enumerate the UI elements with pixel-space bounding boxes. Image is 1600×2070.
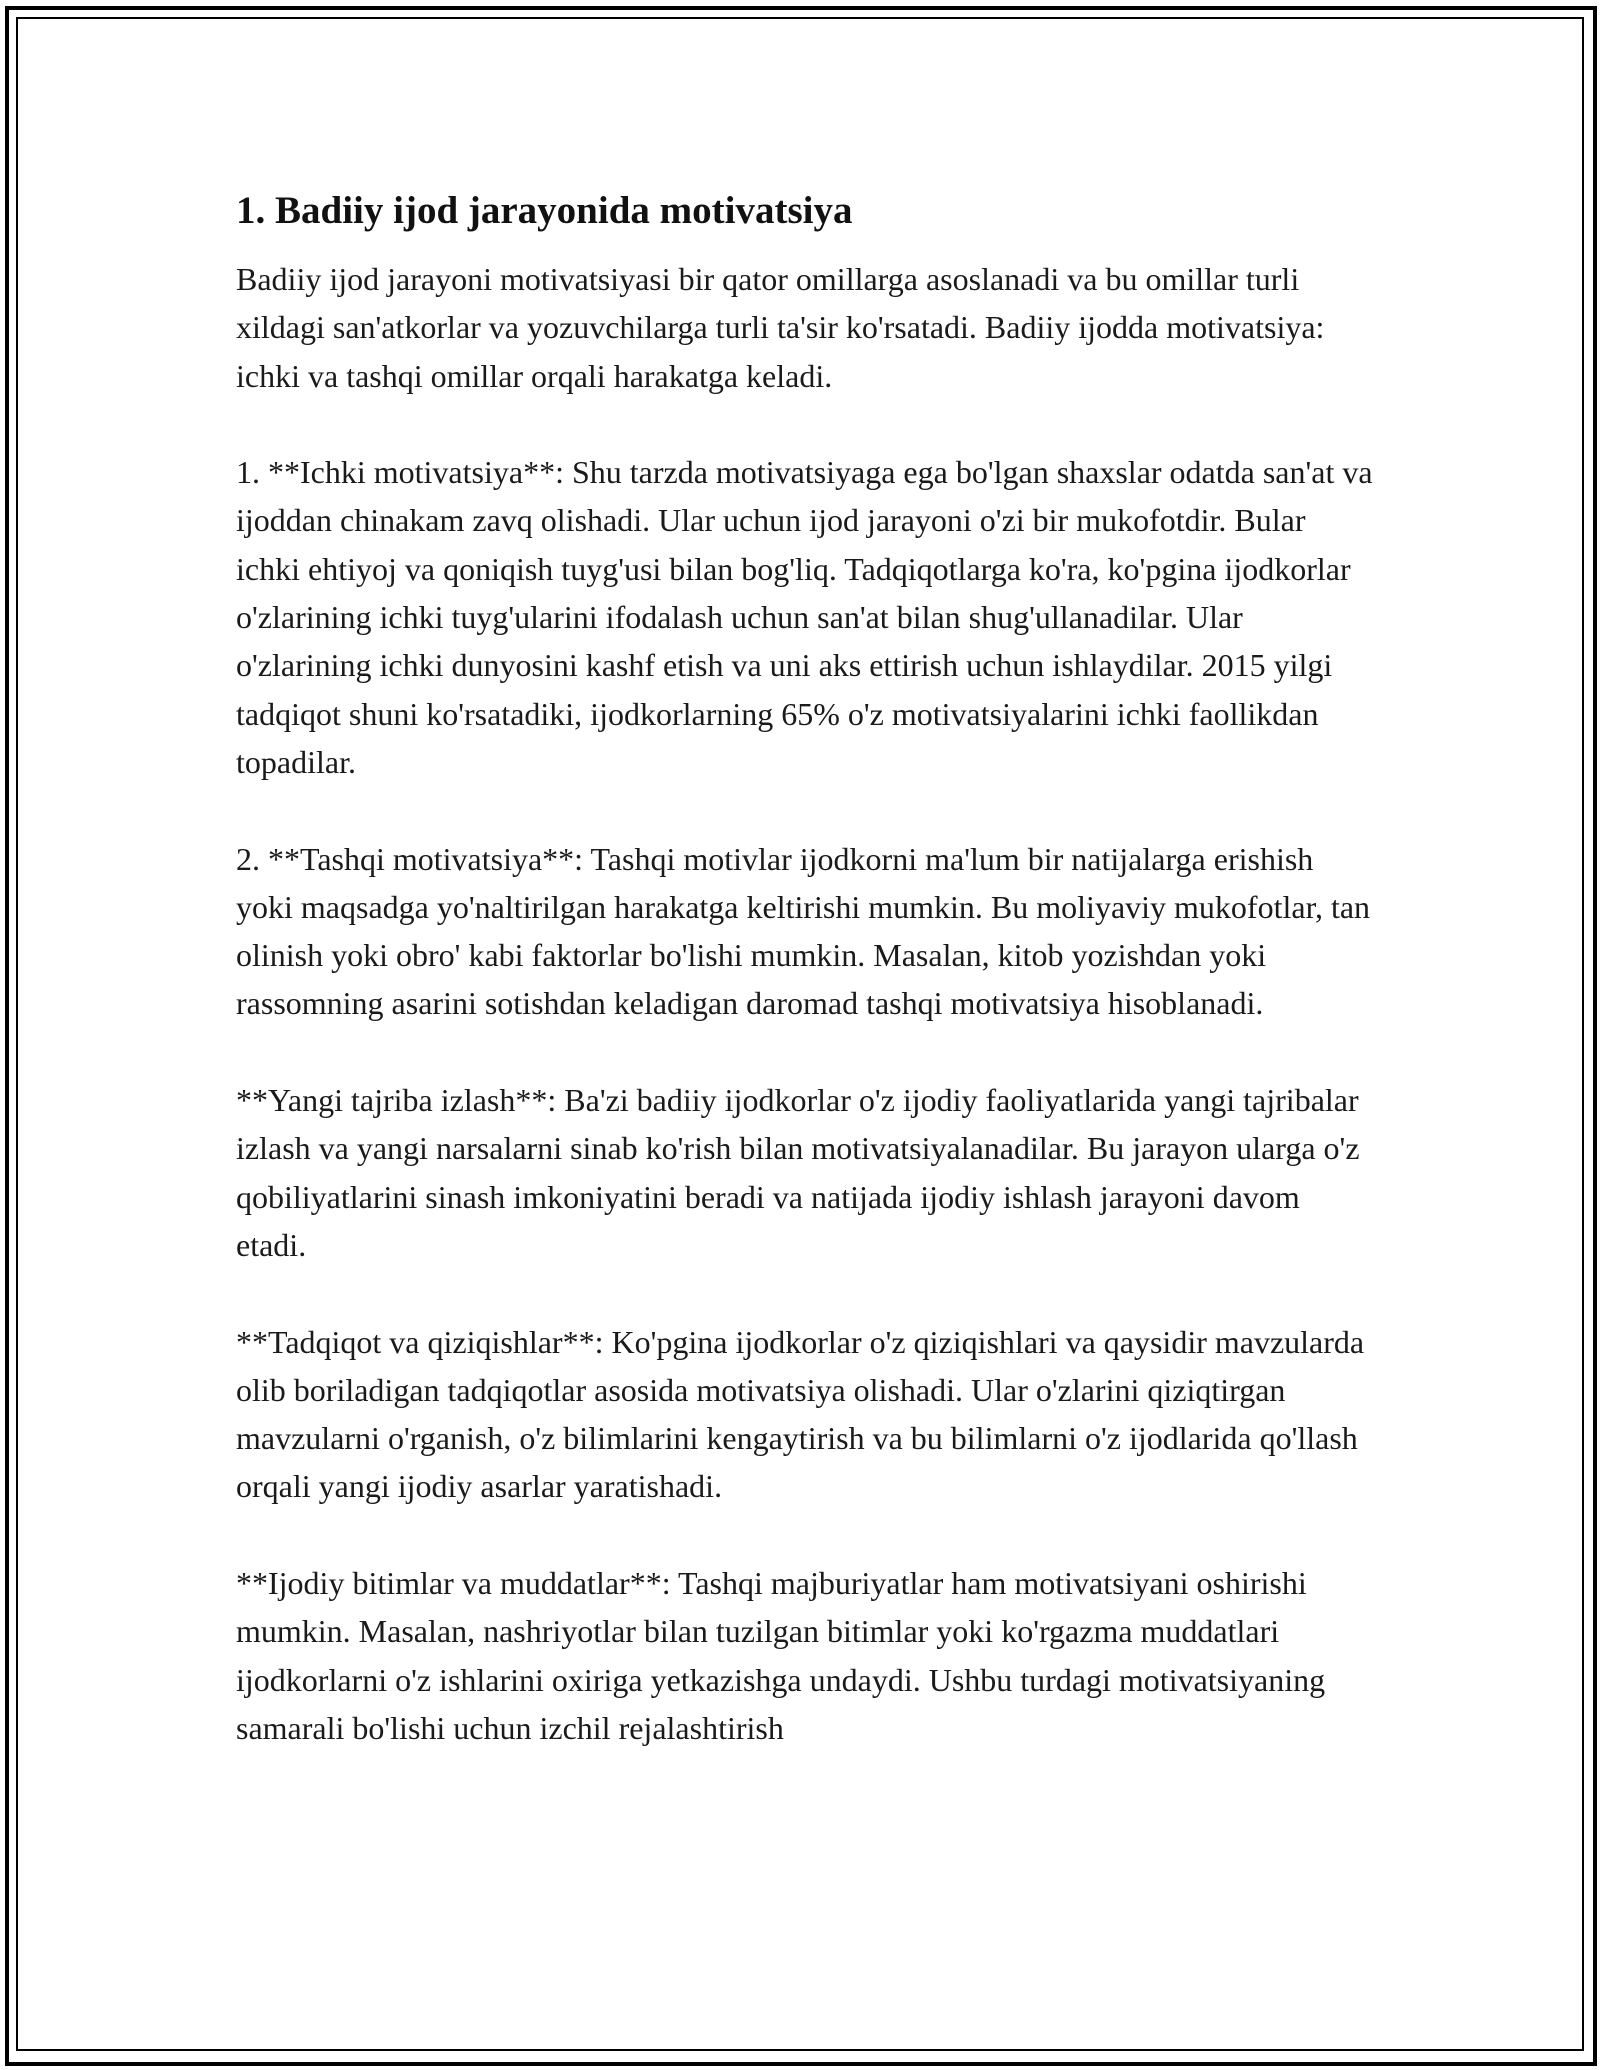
- paragraph-contracts-deadlines: **Ijodiy bitimlar va muddatlar**: Tashqi majburiyatlar ham motivatsiyani oshirishi mumkin. Masalan, nashriyotlar bilan tuzilgan bitimlar yoki ko'rgazma muddatlari ijodkorlarni o'z ishlarini oxiriga yetkazishga undaydi. Ushbu turdagi motivatsiyaning samarali bo'lishi uchun izchil rejalashtirish: [236, 1565, 1326, 1746]
- paragraph-intrinsic-motivation: 1. **Ichki motivatsiya**: Shu tarzda motivatsiyaga ega bo'lgan shaxslar odatda san'at va ijoddan chinakam zavq olishadi. Ular uchun ijod jarayoni o'zi bir mukofotdir. Bular ichki ehtiyoj va qoniqish tuyg'usi bilan bog'liq. Tadqiqotlarga ko'ra, ko'pgina ijodkorlar o'zlarining ichki tuyg'ularini ifodalash uchun san'at bilan shug'ullanadilar. Ular o'zlarining ichki dunyosini kashf etish va uni aks ettirish uchun ishlaydilar. 2015 yilgi tadqiqot shuni ko'rsatadiki, ijodkorlarning 65% o'z motivatsiyalarini ichki faollikdan topadilar.: [236, 454, 1373, 780]
- paragraph-intro: Badiiy ijod jarayoni motivatsiyasi bir qator omillarga asoslanadi va bu omillar turli xildagi san'atkorlar va yozuvchilarga turli ta'sir ko'rsatadi. Badiiy ijodda motivatsiya: ichki va tashqi omillar orqali harakatga keladi.: [236, 261, 1325, 394]
- paragraph-research-interests: **Tadqiqot va qiziqishlar**: Ko'pgina ijodkorlar o'z qiziqishlari va qaysidir mavzularda olib boriladigan tadqiqotlar asosida motivatsiya olishadi. Ular o'zlarini qiziqtirgan mavzularni o'rganish, o'z bilimlarini kengaytirish va bu bilimlarni o'z ijodlarida qo'llash orqali yangi ijodiy asarlar yaratishadi.: [236, 1323, 1365, 1505]
- paragraph-new-experience: **Yangi tajriba izlash**: Ba'zi badiiy ijodkorlar o'z ijodiy faoliyatlarida yangi tajribalar izlash va yangi narsalarni sinab ko'rish bilan motivatsiyalanadilar. Bu jarayon ularga o'z qobiliyatlarini sinash imkoniyatini beradi va natijada ijodiy ishlash jarayoni davom etadi.: [236, 1082, 1360, 1263]
- paragraph-extrinsic-motivation: 2. **Tashqi motivatsiya**: Tashqi motivlar ijodkorni ma'lum bir natijalarga erishish yoki maqsadga yo'naltirilgan harakatga keltirishi mumkin. Bu moliyaviy mukofotlar, tan olinish yoki obro' kabi faktorlar bo'lishi mumkin. Masalan, kitob yozishdan yoki rassomning asarini sotishdan keladigan daromad tashqi motivatsiya hisoblanadi.: [236, 840, 1371, 1022]
- section-heading: 1. Badiiy ijod jarayonida motivatsiya: [236, 189, 853, 232]
- document-page: [236, 180, 1376, 1752]
